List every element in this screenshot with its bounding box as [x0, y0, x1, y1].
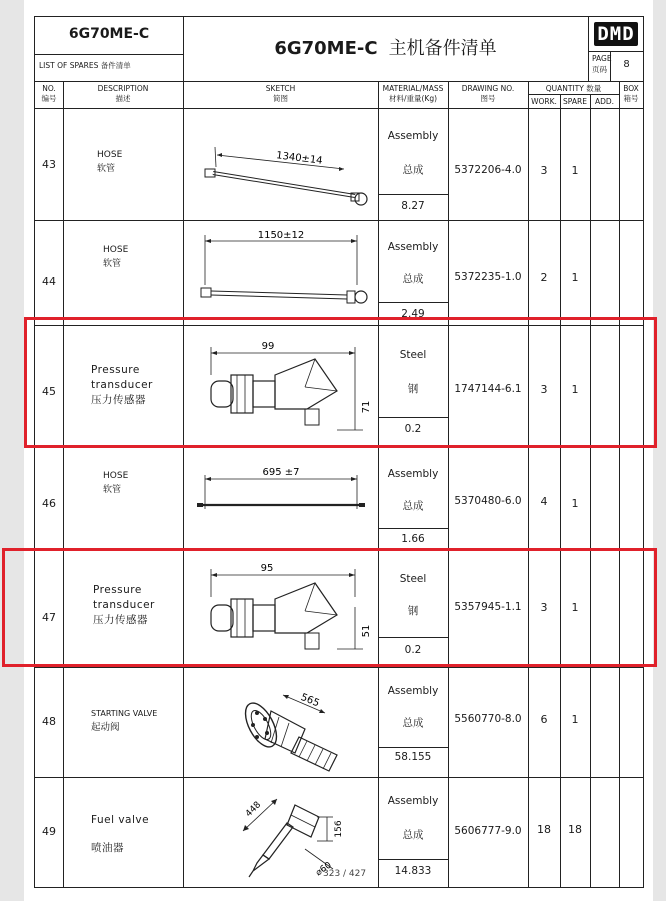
page-label-cn: 页码 [592, 65, 607, 74]
drawing-number: 5357945-1.1 [454, 601, 522, 613]
row-number: 47 [42, 611, 56, 624]
col-add: ADD. [594, 97, 615, 106]
col-material [378, 84, 448, 104]
sketch-dimension: 448 [243, 799, 264, 820]
material: Assembly [387, 468, 439, 480]
col-box-cn: 箱号 [623, 94, 639, 103]
logo-text: DMD [597, 23, 635, 45]
qty-work: 2 [540, 271, 548, 284]
col-material-en: MATERIAL/MASS [382, 84, 444, 93]
mass: 8.27 [401, 200, 425, 212]
desc-cn: 软管 [97, 164, 116, 174]
qty-spare: 1 [571, 497, 579, 510]
drawing-number: 5606777-9.0 [454, 825, 522, 837]
row-description [103, 243, 128, 271]
col-no-cn: 编号 [41, 94, 57, 103]
qty-spare: 18 [568, 823, 582, 836]
row-description [97, 148, 122, 176]
col-quantity: QUANTITY 数量 [545, 84, 602, 93]
highlight-box-row-45 [24, 317, 657, 448]
sketch-dimension-height: 156 [334, 820, 344, 838]
desc-en: HOSE [103, 471, 129, 481]
desc-cn: 软管 [103, 259, 122, 269]
desc-en: Pressure transducer [93, 584, 155, 611]
desc-cn: 喷油器 [91, 842, 124, 854]
model-label: 6G70ME-C [68, 26, 150, 42]
sketch-dimension: 1340±14 [275, 150, 324, 167]
page-counter: 323 / 427 [323, 869, 367, 879]
desc-cn: 起动阀 [91, 722, 120, 733]
dmd-logo [594, 22, 638, 46]
material-cn: 钢 [407, 383, 419, 395]
qty-work: 4 [540, 495, 548, 508]
mass: 1.66 [401, 533, 425, 545]
starting-valve-sketch [187, 673, 375, 775]
hose-sketch [187, 117, 375, 217]
row-description [91, 707, 157, 735]
material-cn: 钢 [407, 605, 419, 617]
col-no [35, 84, 63, 104]
material-cn: 总成 [402, 829, 424, 841]
hose-sketch [187, 461, 375, 521]
qty-spare: 1 [571, 271, 579, 284]
col-drawing-en: DRAWING NO. [461, 84, 515, 93]
desc-en: Fuel valve [91, 814, 150, 826]
mass: 0.2 [404, 644, 422, 656]
mass: 14.833 [394, 865, 432, 877]
row-number: 43 [42, 158, 56, 171]
col-work: WORK. [531, 97, 557, 106]
qty-spare: 1 [571, 383, 579, 396]
desc-cn: 压力传感器 [91, 394, 146, 406]
material: Steel [399, 349, 427, 361]
col-sketch-cn: 简图 [273, 94, 288, 103]
qty-spare: 1 [571, 164, 579, 177]
qty-work: 18 [537, 823, 551, 836]
material: Steel [399, 573, 427, 585]
material-cn: 总成 [402, 500, 424, 512]
row-number: 49 [42, 825, 56, 838]
material: Assembly [387, 130, 439, 142]
title-cn: 主机备件清单 [388, 38, 497, 59]
sketch-dimension-height: 71 [361, 400, 372, 414]
desc-en: HOSE [97, 150, 123, 160]
title-model: 6G70ME-C [274, 38, 378, 59]
sketch-dimension: 695 ±7 [262, 467, 300, 478]
qty-spare: 1 [571, 601, 579, 614]
material: Assembly [387, 241, 439, 253]
mass: 58.155 [394, 751, 432, 763]
sketch-dimension: 99 [261, 341, 275, 352]
document-title [183, 34, 588, 60]
drawing-number: 5372206-4.0 [454, 164, 522, 176]
col-box [619, 84, 643, 104]
qty-work: 3 [540, 601, 548, 614]
sketch-dimension: 1150±12 [257, 230, 305, 241]
sketch-dimension-height: 51 [361, 624, 372, 638]
mass: 2.49 [401, 308, 425, 320]
desc-cn: 压力传感器 [93, 614, 148, 626]
desc-cn: 软管 [103, 485, 122, 495]
col-description [63, 84, 183, 104]
drawing-number: 5370480-6.0 [454, 495, 522, 507]
col-drawing [448, 84, 528, 104]
material-cn: 总成 [402, 717, 424, 729]
col-sketch-en: SKETCH [265, 84, 296, 93]
drawing-number: 1747144-6.1 [454, 383, 522, 395]
row-number: 44 [42, 275, 56, 288]
drawing-number: 5560770-8.0 [454, 713, 522, 725]
col-desc-en: DESCRIPTION [97, 84, 149, 93]
document-page [24, 0, 653, 901]
col-desc-cn: 描述 [115, 94, 131, 103]
material: Assembly [387, 795, 439, 807]
highlight-box-row-47 [2, 548, 657, 667]
material-cn: 总成 [402, 273, 424, 285]
list-of-spares-label: LIST OF SPARES 备件清单 [39, 61, 131, 70]
mass: 0.2 [404, 423, 422, 435]
qty-spare: 1 [571, 713, 579, 726]
col-spare: SPARE [563, 97, 587, 106]
material-cn: 总成 [402, 164, 424, 176]
row-description [103, 469, 128, 497]
desc-en: STARTING VALVE [91, 709, 158, 718]
sketch-dimension: 95 [260, 563, 274, 574]
row-number: 45 [42, 385, 56, 398]
row-description [91, 806, 149, 862]
hose-sketch [187, 227, 375, 322]
desc-en: Pressure transducer [91, 364, 153, 391]
qty-work: 3 [540, 164, 548, 177]
page-label: PAGE [592, 54, 612, 63]
col-sketch [183, 84, 378, 104]
spares-sheet [34, 16, 644, 888]
col-drawing-cn: 图号 [480, 94, 496, 103]
qty-work: 3 [540, 383, 548, 396]
row-number: 48 [42, 715, 56, 728]
col-no-en: NO. [42, 84, 56, 93]
col-box-en: BOX [623, 84, 639, 93]
sketch-dimension-diameter: ⌀60 [314, 860, 334, 879]
sketch-dimension: 565 [299, 692, 321, 710]
col-material-cn: 材料/重量(Kg) [388, 94, 438, 103]
material: Assembly [387, 685, 439, 697]
qty-work: 6 [540, 713, 548, 726]
desc-en: HOSE [103, 245, 129, 255]
page-value: 8 [623, 59, 630, 70]
drawing-number: 5372235-1.0 [454, 271, 522, 283]
row-number: 46 [42, 497, 56, 510]
